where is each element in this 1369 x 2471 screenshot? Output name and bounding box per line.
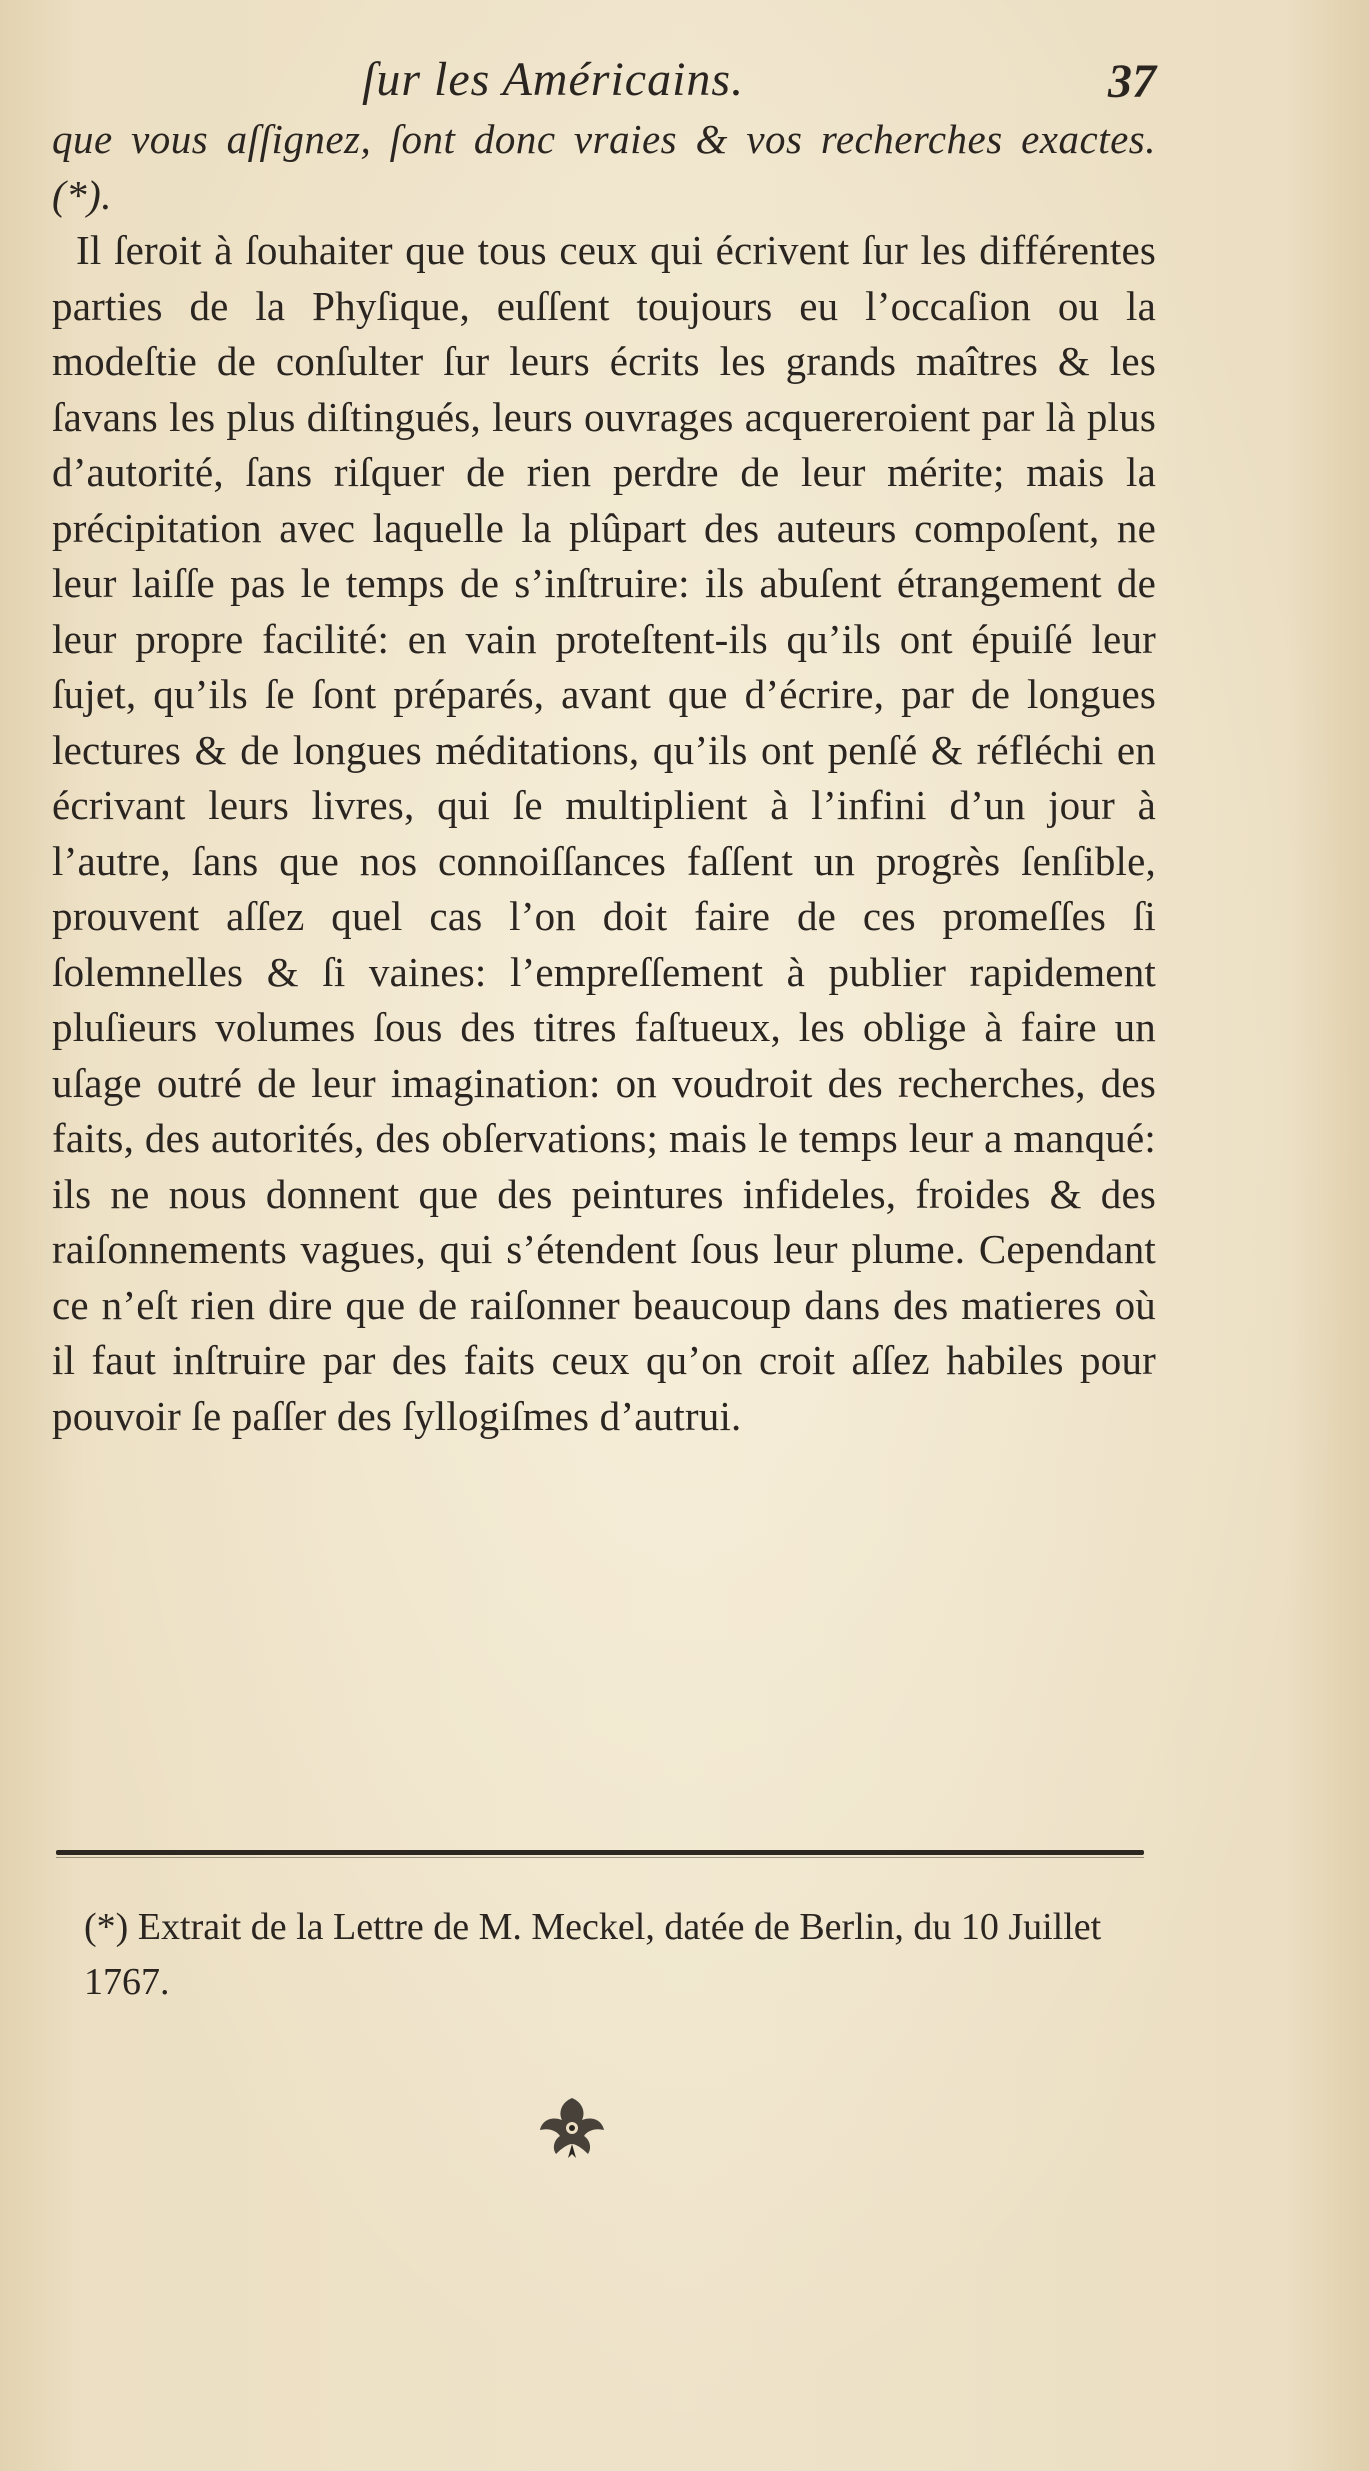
main-text xyxy=(52,112,1156,1444)
footnote-separator-hairline xyxy=(56,1857,1144,1858)
body-paragraph: Il ſeroit à ſouhaiter que tous ceux qui écrivent ſur les différentes parties de la Phyſique, euſſent toujours eu l’occaſion ou la modeſtie de conſulter ſur leurs écrits les grands maîtres & les ſavans les plus diſtingués, leurs ouvrages acquereroient par là plus d’autorité, ſans riſquer de rien perdre de leur mérite; mais la précipitation avec laquelle la plûpart des auteurs compoſent, ne leur laiſſe pas le temps de s’inſtruire: ils abuſent étrangement de leur propre facilité: en vain proteſtent-ils qu’ils ont épuiſé leur ſujet, qu’ils ſe ſont préparés, avant que d’écrire, par de longues lectures & de longues méditations, qu’ils ont penſé & réfléchi en écrivant leurs livres, qui ſe multiplient à l’infini d’un jour à l’autre, ſans que nos connoiſſances faſſent un progrès ſenſible, prouvent aſſez quel cas l’on doit faire de ces promeſſes ſi ſolemnelles & ſi vaines: l’empreſſement à publier rapidement pluſieurs volumes ſous des titres faſtueux, les oblige à faire un uſage outré de leur imagination: on voudroit des recherches, des faits, des autorités, des obſervations; mais le temps leur a manqué: ils ne nous donnent que des peintures infideles, froides & des raiſonnements vagues, qui s’étendent ſous leur plume. Cependant ce n’eſt rien dire que de raiſonner beaucoup dans des matieres où il faut inſtruire par des faits ceux qu’on croit aſſez habiles pour pouvoir ſe paſſer des ſyllogiſmes d’autrui. xyxy=(52,227,1156,1439)
footnote-separator-rule xyxy=(56,1850,1144,1855)
continued-sentence: que vous aſſignez, ſont donc vraies & vos recherches exactes. (*). xyxy=(52,116,1156,218)
printers-flower-ornament-icon xyxy=(532,2090,612,2160)
page-number: 37 xyxy=(1108,55,1156,108)
running-title: ſur les Américains. xyxy=(362,53,745,106)
footnote: (*) Extrait de la Lettre de M. Meckel, datée de Berlin, du 10 Juillet 1767. xyxy=(84,1906,1102,2003)
